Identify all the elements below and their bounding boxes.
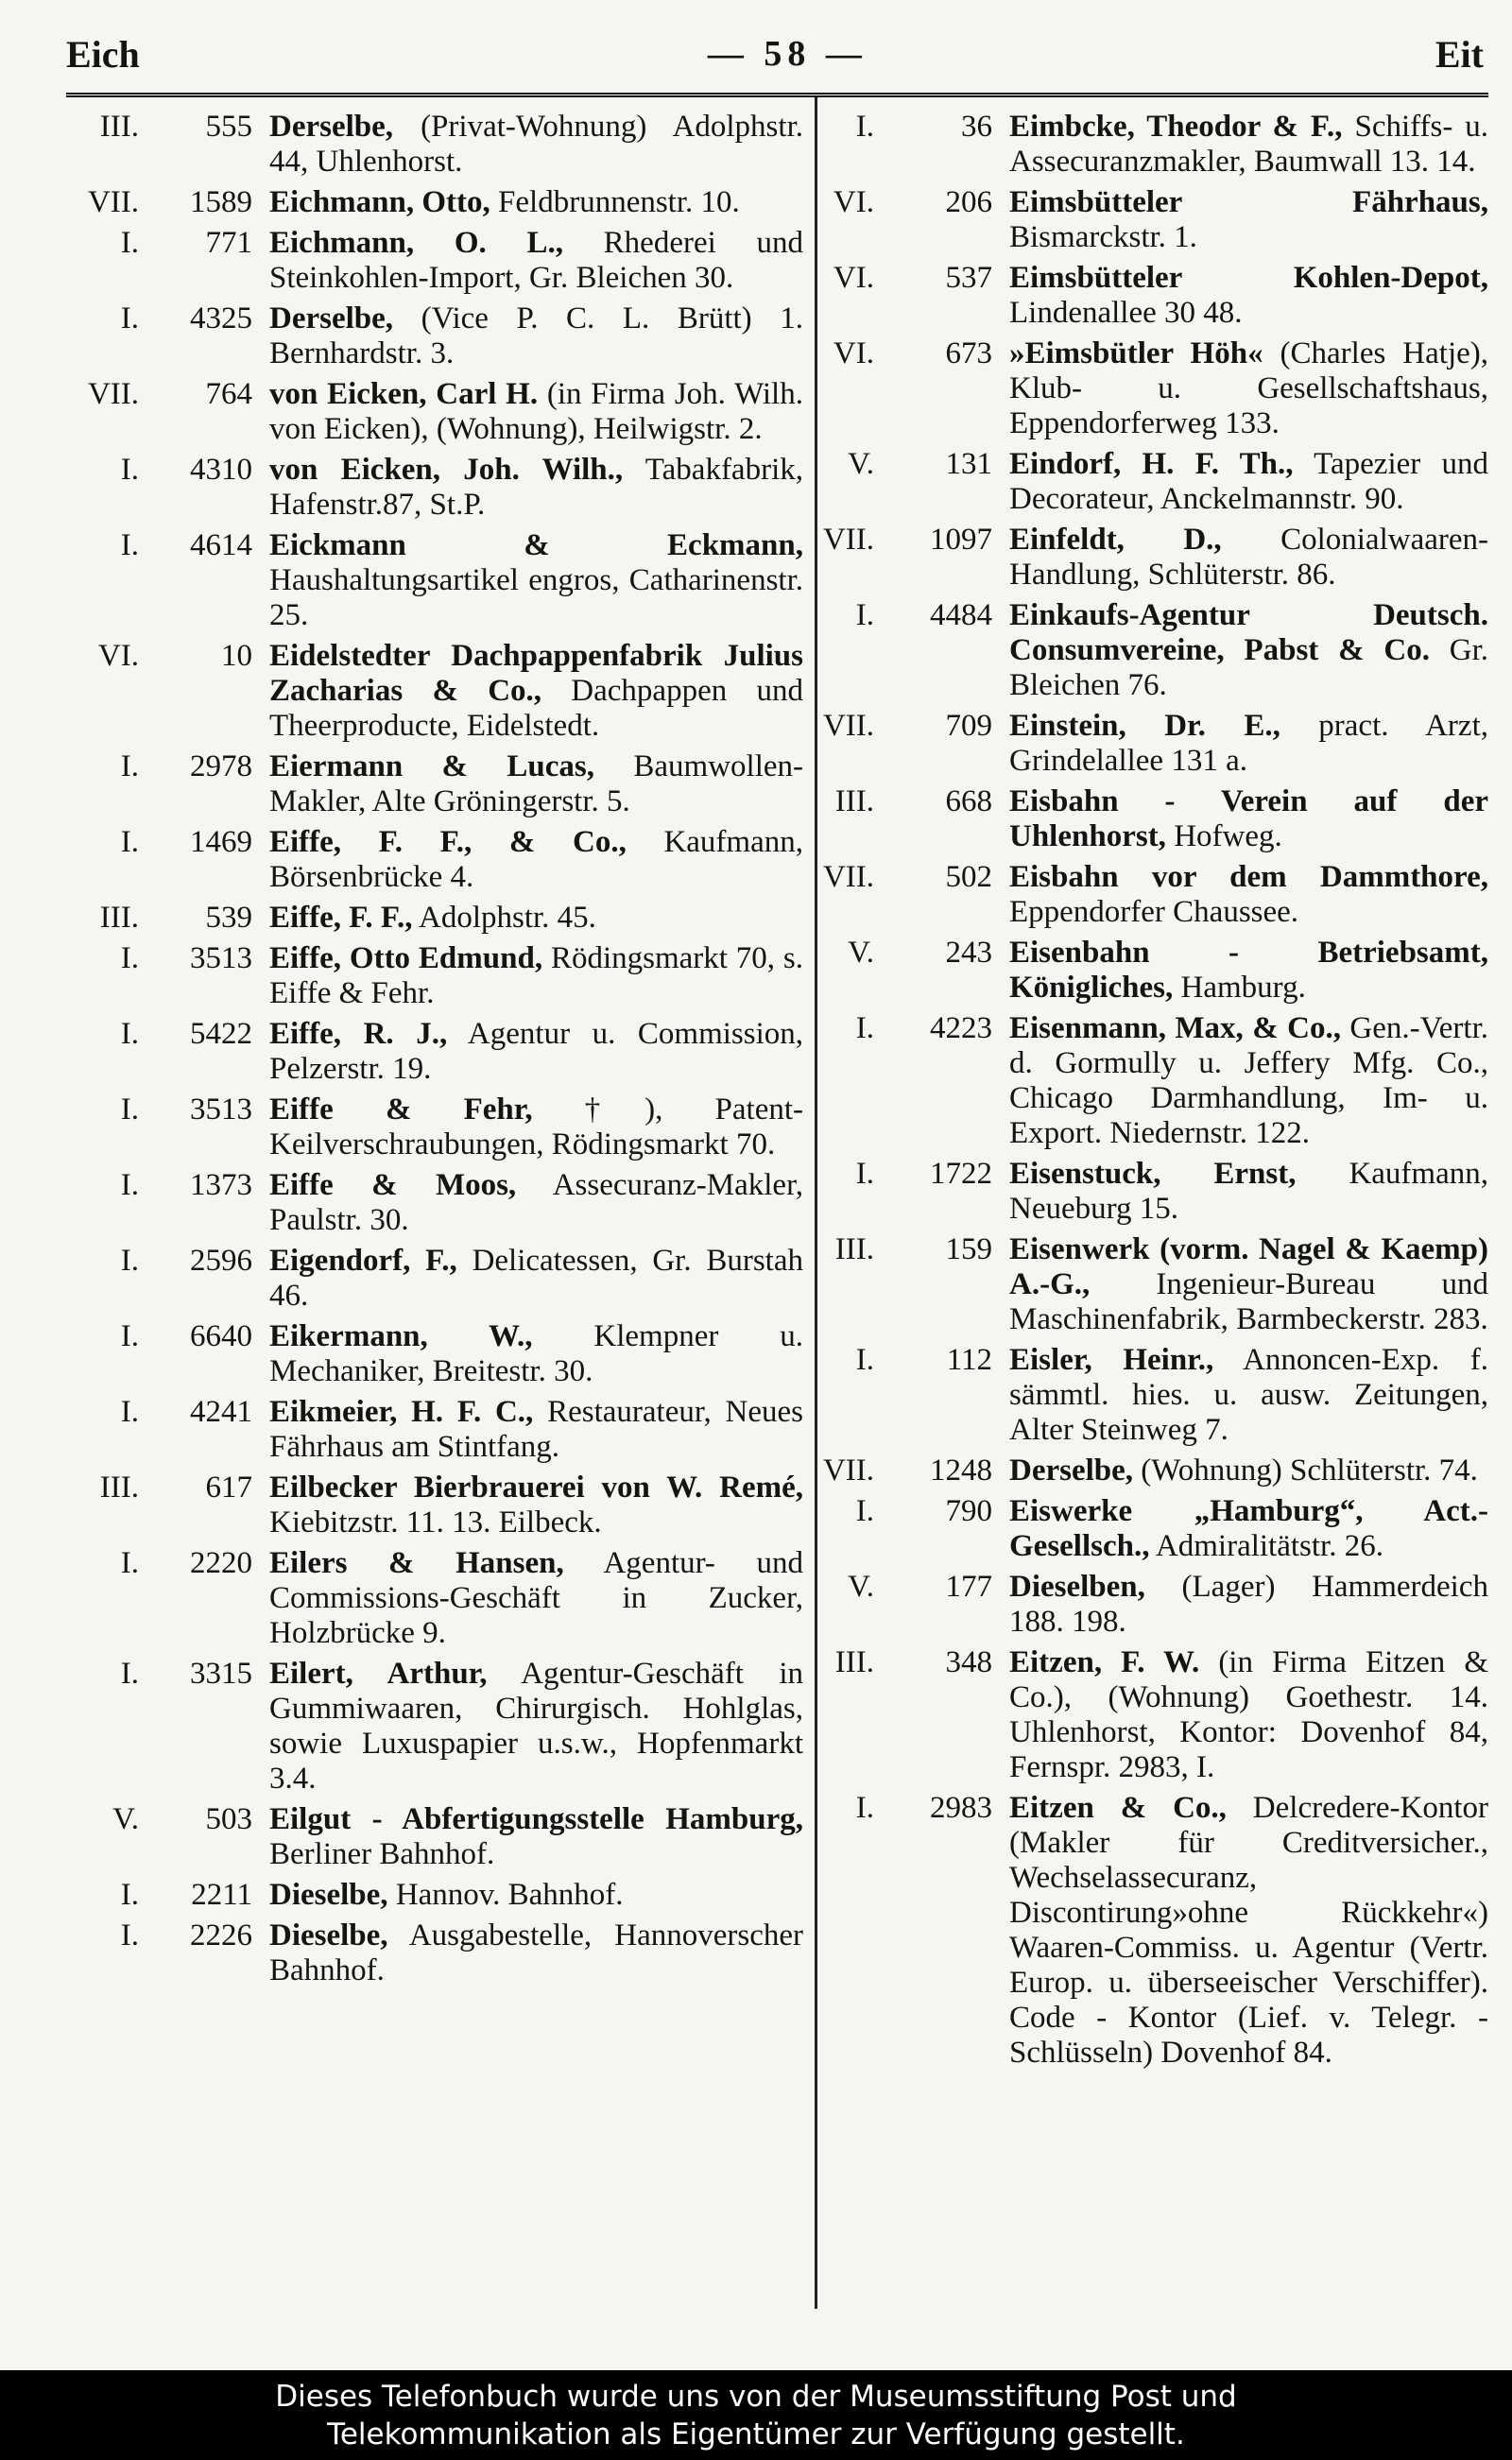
entry-text: [1009, 784, 1488, 854]
entry-text: [1009, 1011, 1488, 1151]
district-code: III.: [99, 1471, 139, 1505]
directory-entry: [57, 110, 803, 180]
page-header: [66, 21, 1484, 87]
directory-entry: [57, 377, 803, 447]
directory-entry: [57, 941, 803, 1011]
phone-number: 2983: [930, 1791, 992, 1825]
directory-entry: [57, 1918, 803, 1988]
subscriber-name: Eiffe, R. J.,: [269, 1017, 448, 1051]
page-number: — 58 —: [707, 34, 868, 74]
phone-number: 5422: [190, 1017, 252, 1051]
phone-number: 3513: [190, 941, 252, 975]
subscriber-name: Eilbecker Bierbrauerei von W. Remé,: [269, 1471, 803, 1505]
entry-details: Kiebitzstr. 11. 13. Eilbeck.: [269, 1505, 602, 1540]
directory-entry: [57, 528, 803, 633]
subscriber-name: Eisbahn vor dem Dammthore,: [1009, 860, 1488, 894]
entry-text: [269, 1017, 803, 1087]
directory-entry: [57, 226, 803, 296]
subscriber-name: Eiffe & Fehr,: [269, 1092, 533, 1127]
entry-text: [1009, 336, 1488, 441]
subscriber-name: Eimsbütteler Kohlen-Depot,: [1009, 261, 1488, 295]
phone-number: 4310: [190, 453, 252, 487]
entry-details: Annoncen-Exp. f. sämmtl. hies. u. ausw. Zeitungen, Alter Steinweg 7.: [1009, 1343, 1488, 1447]
district-code: VII.: [822, 1454, 874, 1488]
subscriber-name: Eilers & Hansen,: [269, 1546, 564, 1580]
entry-text: [1009, 860, 1488, 930]
entry-text: [269, 1092, 803, 1162]
phone-number: 1097: [930, 523, 992, 557]
district-code: I.: [120, 749, 139, 783]
subscriber-name: Eigendorf, F.,: [269, 1244, 457, 1278]
directory-entry: [799, 1454, 1488, 1488]
district-code: VII.: [87, 185, 139, 219]
subscriber-name: Eiffe & Moos,: [269, 1168, 517, 1202]
phone-number: 2220: [190, 1546, 252, 1580]
entry-details: Kaufmann, Neueburg 15.: [1009, 1157, 1488, 1226]
subscriber-name: Eimbcke, Theodor & F.,: [1009, 110, 1343, 144]
subscriber-name: Eitzen, F. W.: [1009, 1645, 1200, 1679]
entry-details: Gen.-Vertr. d. Gormully u. Jeffery Mfg. Co., Chicago Darmhandlung, Im- u. Export. Niedernstr. 122.: [1009, 1011, 1488, 1150]
subscriber-name: Eisbahn - Verein auf der Uhlenhorst,: [1009, 784, 1488, 853]
district-code: V.: [848, 936, 874, 970]
phone-number: 3315: [190, 1657, 252, 1691]
subscriber-name: Eikermann, W.,: [269, 1319, 533, 1353]
entry-details: Adolphstr. 45.: [412, 901, 596, 935]
district-code: I.: [120, 1918, 139, 1953]
directory-entry: [57, 901, 803, 936]
directory-entry: [799, 598, 1488, 703]
subscriber-name: Eidelstedter Dachpappenfabrik Julius Zacharias & Co.,: [269, 639, 803, 708]
district-code: I.: [120, 1319, 139, 1353]
subscriber-name: Einkaufs-Agentur Deutsch. Consumvereine, Pabst & Co.: [1009, 598, 1488, 667]
directory-entry: [57, 1878, 803, 1913]
subscriber-name: Eikmeier, H. F. C.,: [269, 1395, 534, 1429]
entry-text: [1009, 1791, 1488, 2071]
phone-number: 177: [945, 1570, 992, 1604]
entry-details: Bismarckstr. 1.: [1009, 220, 1197, 254]
entry-text: [269, 226, 803, 296]
entry-details: Delcredere-Kontor (Makler für Creditversicher., Wechselassecuranz, Discontirung»ohne Rückkehr«) Waaren-Commiss. u. Agentur (Vertr. Europ. u. überseeischer Verschiffer). Code - Kontor (Lief. v. Telegr. - Schlüsseln) Dovenhof 84.: [1009, 1791, 1488, 2070]
entry-details: Admiralitätstr. 26.: [1149, 1529, 1383, 1563]
subscriber-name: Eisler, Heinr.,: [1009, 1343, 1214, 1377]
district-code: I.: [120, 1017, 139, 1051]
entry-text: [1009, 261, 1488, 331]
entry-text: [269, 1244, 803, 1314]
directory-entry: [799, 110, 1488, 180]
directory-entry: [799, 1157, 1488, 1227]
entry-details: Eppendorfer Chaussee.: [1009, 895, 1299, 929]
subscriber-name: Dieselben,: [1009, 1570, 1145, 1604]
directory-entry: [57, 1471, 803, 1540]
district-code: I.: [120, 1546, 139, 1580]
phone-number: 555: [205, 110, 252, 144]
entry-text: [269, 901, 803, 936]
phone-number: 771: [205, 226, 252, 260]
subscriber-name: Eiermann & Lucas,: [269, 749, 594, 783]
subscriber-name: Eilert, Arthur,: [269, 1657, 488, 1691]
phone-number: 4223: [930, 1011, 992, 1045]
directory-entry: [57, 185, 803, 220]
directory-entry: [57, 749, 803, 819]
entry-details: Tabakfabrik, Hafenstr.87, St.P.: [269, 453, 803, 522]
district-code: V.: [112, 1802, 139, 1836]
entry-text: [269, 185, 803, 220]
phone-number: 3513: [190, 1092, 252, 1127]
header-right-keyword: Eit: [1435, 32, 1484, 76]
entry-details: (Vice P. C. L. Brütt) 1. Bernhardstr. 3.: [269, 301, 803, 370]
entry-text: [1009, 1232, 1488, 1337]
district-code: III.: [834, 1232, 874, 1266]
directory-entry: [799, 860, 1488, 930]
directory-entry: [799, 784, 1488, 854]
phone-number: 36: [961, 110, 992, 144]
district-code: V.: [848, 447, 874, 481]
district-code: I.: [120, 1657, 139, 1691]
entry-details: Assecuranz-Makler, Paulstr. 30.: [269, 1168, 803, 1237]
phone-number: 539: [205, 901, 252, 935]
directory-entry: [57, 301, 803, 371]
entry-details: (in Firma Joh. Wilh. von Eicken), (Wohnung), Heilwigstr. 2.: [269, 377, 803, 446]
entry-details: Rödingsmarkt 70, s. Eiffe & Fehr.: [269, 941, 803, 1010]
directory-entry: [799, 1232, 1488, 1337]
directory-entry: [57, 453, 803, 523]
entry-text: [1009, 447, 1488, 517]
directory-entry: [57, 1017, 803, 1087]
directory-entry: [57, 1395, 803, 1465]
entry-text: [1009, 1645, 1488, 1785]
subscriber-name: von Eicken, Carl H.: [269, 377, 539, 411]
entry-text: [269, 1546, 803, 1651]
district-code: III.: [834, 1645, 874, 1679]
entry-text: [1009, 936, 1488, 1006]
directory-entry: [799, 447, 1488, 517]
subscriber-name: Eitzen & Co.,: [1009, 1791, 1227, 1825]
entry-text: [1009, 185, 1488, 255]
entry-text: [269, 1395, 803, 1465]
directory-entry: [799, 336, 1488, 441]
subscriber-name: Derselbe,: [1009, 1454, 1134, 1488]
directory-entry: [799, 261, 1488, 331]
entry-details: Gr. Bleichen 76.: [1009, 633, 1489, 702]
entry-details: Feldbrunnenstr. 10.: [490, 185, 740, 219]
district-code: VI.: [97, 639, 139, 673]
subscriber-name: Eisenbahn - Betriebsamt, Königliches,: [1009, 936, 1488, 1005]
phone-number: 159: [945, 1232, 992, 1266]
district-code: I.: [120, 1878, 139, 1912]
subscriber-name: Eiffe, Otto Edmund,: [269, 941, 543, 975]
entry-details: (Lager) Hammerdeich 188. 198.: [1009, 1570, 1488, 1639]
directory-entry: [799, 709, 1488, 779]
phone-number: 1373: [190, 1168, 252, 1202]
directory-entry: [799, 1343, 1488, 1448]
entry-text: [1009, 523, 1488, 593]
entry-details: Hamburg.: [1173, 971, 1306, 1005]
entry-text: [269, 825, 803, 895]
subscriber-name: Derselbe,: [269, 110, 394, 144]
entry-details: pract. Arzt, Grindelallee 131 a.: [1009, 709, 1488, 778]
directory-entry: [799, 1011, 1488, 1151]
phone-number: 764: [205, 377, 252, 411]
entry-text: [269, 1168, 803, 1238]
directory-entry: [799, 185, 1488, 255]
directory-entry: [799, 1570, 1488, 1640]
subscriber-name: Eickmann & Eckmann,: [269, 528, 803, 562]
district-code: III.: [99, 110, 139, 144]
entry-text: [1009, 1570, 1488, 1640]
phone-number: 6640: [190, 1319, 252, 1353]
entry-details: Ingenieur-Bureau und Maschinenfabrik, Barmbeckerstr. 283.: [1009, 1267, 1488, 1336]
district-code: I.: [120, 941, 139, 975]
phone-number: 617: [205, 1471, 252, 1505]
entry-text: [269, 1802, 803, 1872]
entry-text: [1009, 110, 1488, 180]
entry-details: Agentur- und Commissions-Geschäft in Zucker, Holzbrücke 9.: [269, 1546, 803, 1650]
directory-entry: [57, 639, 803, 744]
entry-text: [269, 1319, 803, 1389]
subscriber-name: Einfeldt, D.,: [1009, 523, 1222, 557]
phone-number: 673: [945, 336, 992, 370]
entry-text: [269, 528, 803, 633]
subscriber-name: Eiswerke „Hamburg“, Act.-Gesellsch.,: [1009, 1494, 1488, 1563]
directory-entry: [799, 936, 1488, 1006]
subscriber-name: Eilgut - Abfertigungsstelle Hamburg,: [269, 1802, 803, 1836]
entry-details: (Wohnung) Schlüterstr. 74.: [1133, 1454, 1478, 1488]
phone-number: 131: [945, 447, 992, 481]
phone-number: 1589: [190, 185, 252, 219]
phone-number: 243: [945, 936, 992, 970]
phone-number: 4484: [930, 598, 992, 632]
subscriber-name: Eisenmann, Max, & Co.,: [1009, 1011, 1341, 1045]
entry-details: Kaufmann, Börsenbrücke 4.: [269, 825, 803, 894]
entry-text: [269, 453, 803, 523]
phone-number: 503: [205, 1802, 252, 1836]
directory-entry: [57, 1657, 803, 1797]
district-code: I.: [120, 301, 139, 335]
entry-details: (in Firma Eitzen & Co.), (Wohnung) Goethestr. 14. Uhlenhorst, Kontor: Dovenhof 84, Fernspr. 2983, I.: [1009, 1645, 1488, 1784]
phone-number: 10: [221, 639, 252, 673]
left-column: [57, 110, 803, 1994]
phone-number: 790: [945, 1494, 992, 1528]
district-code: I.: [855, 1011, 874, 1045]
directory-entry: [57, 1802, 803, 1872]
phone-number: 2978: [190, 749, 252, 783]
district-code: I.: [855, 1343, 874, 1377]
subscriber-name: Eiffe, F. F.,: [269, 901, 413, 935]
directory-entry: [799, 1494, 1488, 1564]
entry-details: Colonialwaaren-Handlung, Schlüterstr. 86.: [1009, 523, 1488, 592]
phone-number: 502: [945, 860, 992, 894]
footer-notice: [0, 2370, 1512, 2460]
directory-entry: [799, 1791, 1488, 2071]
entry-text: [1009, 1343, 1488, 1448]
entry-text: [269, 1471, 803, 1540]
directory-entry: [57, 1168, 803, 1238]
directory-entry: [57, 1319, 803, 1389]
entry-text: [269, 749, 803, 819]
subscriber-name: Dieselbe,: [269, 1878, 388, 1912]
district-code: I.: [855, 1791, 874, 1825]
subscriber-name: Derselbe,: [269, 301, 394, 335]
district-code: I.: [120, 1244, 139, 1278]
directory-entry: [57, 1244, 803, 1314]
entry-details: Berliner Bahnhof.: [269, 1837, 495, 1871]
district-code: I.: [120, 1395, 139, 1429]
district-code: III.: [834, 784, 874, 818]
subscriber-name: Einstein, Dr. E.,: [1009, 709, 1280, 743]
entry-details: Haushaltungsartikel engros, Catharinenstr. 25.: [269, 563, 803, 632]
subscriber-name: Eimsbütteler Fährhaus,: [1009, 185, 1488, 219]
district-code: I.: [855, 1494, 874, 1528]
phone-number: 206: [945, 185, 992, 219]
phone-number: 537: [945, 261, 992, 295]
district-code: VII.: [822, 860, 874, 894]
entry-details: Ausgabestelle, Hannoverscher Bahnhof.: [269, 1918, 803, 1987]
district-code: I.: [120, 825, 139, 859]
phone-number: 2596: [190, 1244, 252, 1278]
entry-text: [1009, 598, 1488, 703]
footer-line-2: Telekommunikation als Eigentümer zur Verfügung gestellt.: [327, 2417, 1185, 2451]
entry-text: [269, 301, 803, 371]
district-code: I.: [855, 1157, 874, 1191]
entry-details: (Charles Hatje), Klub- u. Gesellschaftshaus, Eppendorferweg 133.: [1009, 336, 1488, 440]
entry-details: Schiffs- u. Assecuranzmakler, Baumwall 13. 14.: [1009, 110, 1488, 179]
entry-text: [1009, 1157, 1488, 1227]
directory-entry: [799, 523, 1488, 593]
subscriber-name: Eichmann, Otto,: [269, 185, 490, 219]
subscriber-name: Eindorf, H. F. Th.,: [1009, 447, 1294, 481]
subscriber-name: Eiffe, F. F., & Co.,: [269, 825, 627, 859]
footer-line-1: Dieses Telefonbuch wurde uns von der Museumsstiftung Post und: [275, 2380, 1237, 2414]
district-code: VII.: [87, 377, 139, 411]
district-code: I.: [120, 528, 139, 562]
entry-details: Agentur u. Commission, Pelzerstr. 19.: [269, 1017, 804, 1086]
phone-number: 2211: [191, 1878, 252, 1912]
entry-text: [1009, 1454, 1488, 1488]
district-code: I.: [120, 226, 139, 260]
entry-text: [269, 110, 803, 180]
entry-details: Tapezier und Decorateur, Anckelmannstr. 90.: [1009, 447, 1488, 516]
entry-text: [269, 377, 803, 447]
subscriber-name: von Eicken, Joh. Wilh.,: [269, 453, 624, 487]
entry-text: [269, 639, 803, 744]
header-rule: [66, 93, 1488, 97]
phone-number: 112: [946, 1343, 992, 1377]
district-code: I.: [855, 110, 874, 144]
district-code: III.: [99, 901, 139, 935]
directory-entry: [57, 1092, 803, 1162]
directory-entry: [57, 1546, 803, 1651]
phone-number: 1248: [930, 1454, 992, 1488]
phone-number: 4241: [190, 1395, 252, 1429]
phone-number: 1469: [190, 825, 252, 859]
entry-details: Dachpappen und Theerproducte, Eidelstedt.: [269, 674, 803, 743]
subscriber-name: »Eimsbütler Höh«: [1009, 336, 1263, 370]
entry-details: Restaurateur, Neues Fährhaus am Stintfang.: [269, 1395, 803, 1464]
district-code: VI.: [833, 336, 874, 370]
entry-details: †), Patent-Keilverschraubungen, Rödingsmarkt 70.: [269, 1092, 803, 1161]
subscriber-name: Eisenwerk (vorm. Nagel & Kaemp) A.-G.,: [1009, 1232, 1488, 1301]
directory-entry: [799, 1645, 1488, 1785]
phone-number: 709: [945, 709, 992, 743]
entry-details: Hofweg.: [1165, 819, 1282, 853]
entry-text: [269, 941, 803, 1011]
entry-details: Hannov. Bahnhof.: [387, 1878, 624, 1912]
entry-text: [1009, 709, 1488, 779]
phone-number: 2226: [190, 1918, 252, 1953]
directory-entry: [57, 825, 803, 895]
entry-details: Klempner u. Mechaniker, Breitestr. 30.: [269, 1319, 803, 1388]
district-code: I.: [855, 598, 874, 632]
district-code: I.: [120, 453, 139, 487]
district-code: VI.: [833, 261, 874, 295]
entry-details: Delicatessen, Gr. Burstah 46.: [269, 1244, 803, 1313]
district-code: VII.: [822, 709, 874, 743]
entry-details: Lindenallee 30 48.: [1009, 296, 1243, 330]
entry-text: [269, 1918, 803, 1988]
phone-number: 1722: [930, 1157, 992, 1191]
phone-number: 348: [945, 1645, 992, 1679]
subscriber-name: Dieselbe,: [269, 1918, 388, 1953]
subscriber-name: Eichmann, O. L.,: [269, 226, 563, 260]
district-code: V.: [848, 1570, 874, 1604]
entry-details: Baumwollen-Makler, Alte Gröningerstr. 5.: [269, 749, 803, 818]
phone-number: 4614: [190, 528, 252, 562]
district-code: VI.: [833, 185, 874, 219]
district-code: VII.: [822, 523, 874, 557]
entry-details: Rhederei und Steinkohlen-Import, Gr. Bleichen 30.: [269, 226, 803, 295]
entry-text: [269, 1657, 803, 1797]
entry-details: (Privat-Wohnung) Adolphstr. 44, Uhlenhorst.: [269, 110, 803, 179]
entry-details: Agentur-Geschäft in Gummiwaaren, Chirurgisch. Hohlglas, sowie Luxuspapier u.s.w., Hopfenmarkt 3.4.: [269, 1657, 803, 1796]
phone-number: 668: [945, 784, 992, 818]
header-left-keyword: Eich: [66, 32, 140, 76]
entry-text: [1009, 1494, 1488, 1564]
district-code: I.: [120, 1168, 139, 1202]
entry-text: [269, 1878, 803, 1913]
district-code: I.: [120, 1092, 139, 1127]
phone-number: 4325: [190, 301, 252, 335]
right-column: [799, 110, 1488, 2076]
subscriber-name: Eisenstuck, Ernst,: [1009, 1157, 1297, 1191]
